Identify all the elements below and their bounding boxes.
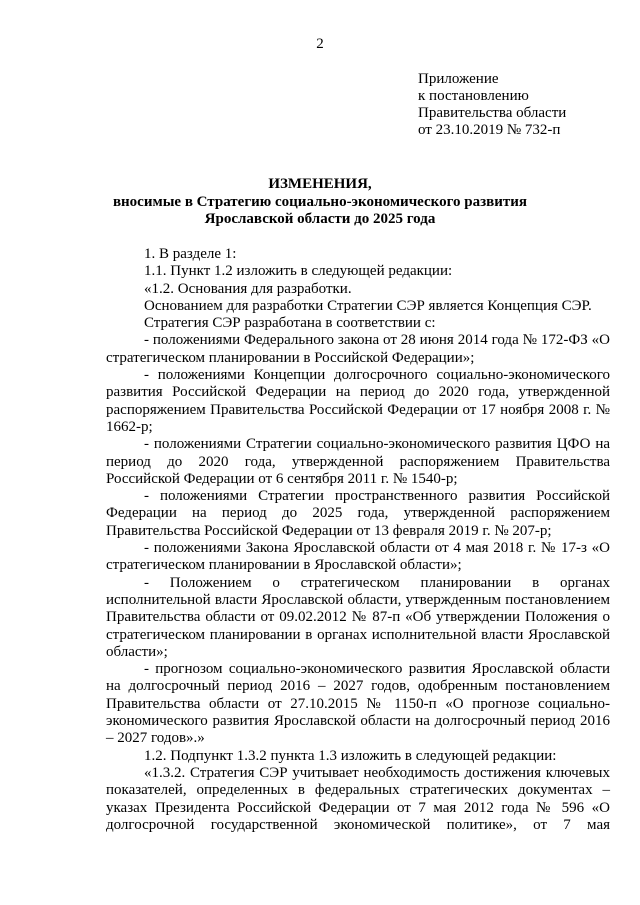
document-body [106, 246, 610, 834]
paragraph: Стратегия СЭР разработана в соответствии с: [144, 315, 436, 332]
paragraph: «1.3.2. Стратегия СЭР учитывает необходимость достижения ключевых показателей, определенных в федеральных стратегических документах – указах Президента Российской Федерации от 7 мая 2012 года № 596 «О долгосрочной государственной экономической политике», от 7 мая [106, 764, 610, 833]
paragraph: Основанием для разработки Стратегии СЭР является Концепция СЭР. [144, 297, 592, 314]
appendix-line: от 23.10.2019 № 732-п [418, 122, 561, 138]
paragraph: - положениями Федерального закона от 28 июня 2014 года № 172-ФЗ «О стратегическом планировании в Российской Федерации»; [106, 332, 610, 366]
paragraph: - положениями Стратегии пространственного развития Российской Федерации на период до 2025 года, утвержденной распоряжением Правительства Российской Федерации от 13 февраля 2019 г. № 207-р; [106, 488, 610, 539]
heading-subtitle: Ярославской области до 2025 года [204, 211, 436, 227]
paragraph: 1. В разделе 1: [144, 246, 237, 262]
paragraph: - положениями Стратегии социально-экономического развития ЦФО на период до 2020 года, утвержденной распоряжением Правительства Российской Федерации от 6 сентября 2011 г. № 1540-р; [106, 436, 610, 487]
heading-subtitle: вносимые в Стратегию социально-экономического развития [112, 193, 528, 210]
appendix-line: к постановлению [418, 88, 529, 104]
paragraph: 1.2. Подпункт 1.3.2 пункта 1.3 изложить в следующей редакции: [144, 747, 557, 764]
document-heading [0, 176, 640, 229]
appendix-line: Приложение [418, 71, 499, 87]
paragraph: «1.2. Основания для разработки. [144, 280, 352, 297]
paragraph: - прогнозом социально-экономического развития Ярославской области на долгосрочный период 2016 – 2027 годов, одобренным постановлением Правительства области от 27.10.2015 № 1150-п «О прогнозе социально-экономического развития Ярославской области на долгосрочный период 2016 – 2027 годов».» [106, 661, 610, 747]
paragraph: - положениями Концепции долгосрочного социально-экономического развития Российской Федерации на период до 2020 года, утвержденной распоряжением Правительства Российской Федерации от 17 ноября 2008 г. № 1662-р; [106, 367, 610, 435]
paragraph: - положениями Закона Ярославской области от 4 мая 2018 г. № 17-з «О стратегическом планировании в Ярославской области»; [106, 540, 610, 574]
paragraph: 1.1. Пункт 1.2 изложить в следующей редакции: [144, 263, 453, 280]
appendix-line: Правительства области [418, 105, 567, 121]
heading-title: ИЗМЕНЕНИЯ, [268, 176, 372, 192]
paragraph: - Положением о стратегическом планировании в органах исполнительной власти Ярославской области, утвержденным постановлением Правительства области от 09.02.2012 № 87-п «Об утверждении Положения о стратегическом планировании в органах исполнительной власти Ярославской области»; [106, 574, 610, 660]
page-number: 2 [316, 36, 324, 52]
appendix-block [418, 71, 566, 139]
